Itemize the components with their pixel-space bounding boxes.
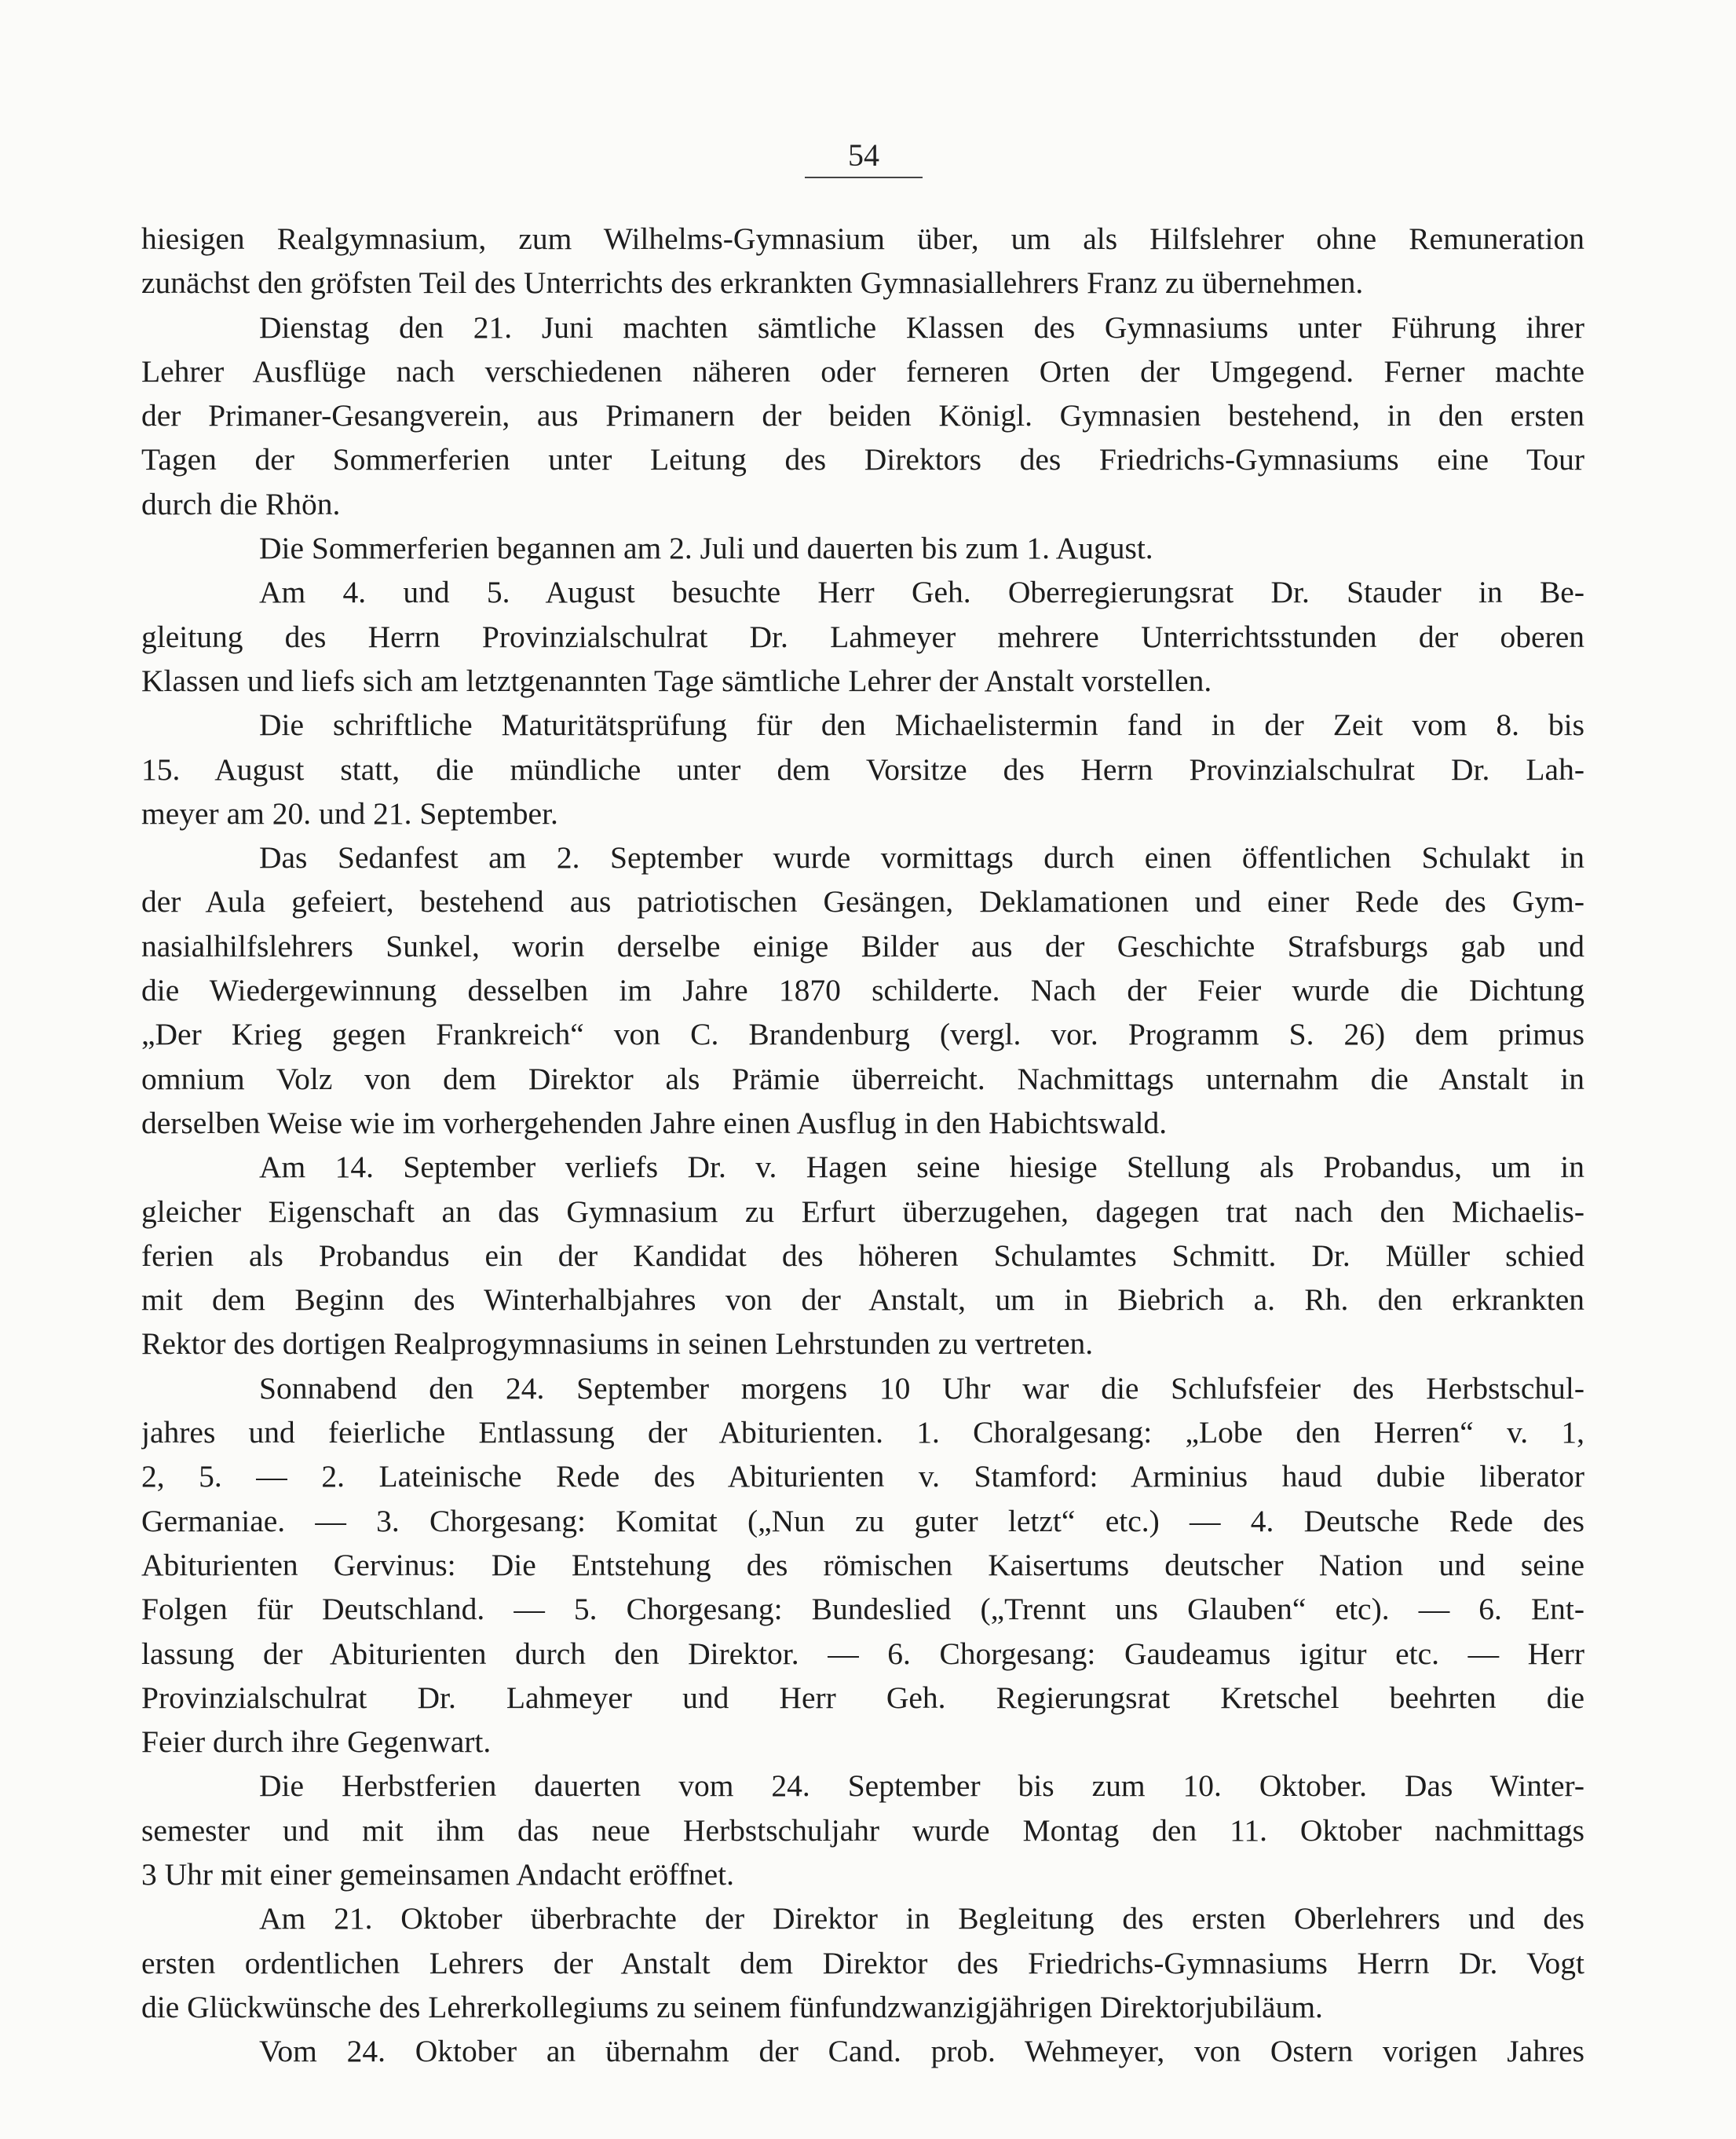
text-line: nasialhilfslehrers Sunkel, worin derselbe einige Bilder aus der Geschichte Strafsburgs gab und — [141, 928, 1584, 963]
text-line: Vom 24. Oktober an übernahm der Cand. prob. Wehmeyer, von Ostern vorigen Jahres — [259, 2034, 1584, 2069]
text-line: semester und mit ihm das neue Herbstschuljahr wurde Montag den 11. Oktober nachmittags — [141, 1812, 1584, 1848]
text-line: Rektor des dortigen Realprogymnasiums in seinen Lehrstunden zu vertreten. — [141, 1326, 1094, 1362]
text-line: Feier durch ihre Gegenwart. — [141, 1724, 492, 1760]
text-line: Lehrer Ausflüge nach verschiedenen näheren oder ferneren Orten der Umgegend. Ferner machte — [141, 353, 1584, 389]
text-line: ersten ordentlichen Lehrers der Anstalt dem Direktor des Friedrichs-Gymnasiums Herrn Dr. Vogt — [141, 1945, 1584, 1980]
text-line: Dienstag den 21. Juni machten sämtliche Klassen des Gymnasiums unter Führung ihrer — [259, 309, 1584, 345]
text-line: zunächst den gröfsten Teil des Unterrichts des erkrankten Gymnasiallehrers Franz zu übernehmen. — [141, 265, 1364, 301]
text-line: der Primaner-Gesangverein, aus Primanern der beiden Königl. Gymnasien bestehend, in den ersten — [141, 398, 1584, 433]
text-line: jahres und feierliche Entlassung der Abiturienten. 1. Choralgesang: „Lobe den Herren“ v. 1, — [141, 1415, 1584, 1450]
text-line: Die schriftliche Maturitätsprüfung für den Michaelistermin fand in der Zeit vom 8. bis — [259, 708, 1584, 743]
text-line: die Glückwünsche des Lehrerkollegiums zu seinem fünfundzwanzigjährigen Direktorjubiläum. — [141, 1989, 1323, 2024]
text-line: 2, 5. — 2. Lateinische Rede des Abiturienten v. Stamford: Arminius haud dubie liberator — [141, 1459, 1584, 1494]
text-line: hiesigen Realgymnasium, zum Wilhelms-Gymnasium über, um als Hilfslehrer ohne Remuneration — [141, 221, 1584, 256]
text-line: Sonnabend den 24. September morgens 10 Uhr war die Schlufsfeier des Herbstschul- — [259, 1370, 1584, 1406]
text-line: Am 4. und 5. August besuchte Herr Geh. Oberregierungsrat Dr. Stauder in Be- — [259, 575, 1584, 610]
text-line: 3 Uhr mit einer gemeinsamen Andacht eröffnet. — [141, 1856, 735, 1892]
text-line: gleitung des Herrn Provinzialschulrat Dr. Lahmeyer mehrere Unterrichtsstunden der oberen — [141, 619, 1584, 654]
text-line: ferien als Probandus ein der Kandidat des höheren Schulamtes Schmitt. Dr. Müller schied — [141, 1238, 1584, 1273]
text-line: Am 21. Oktober überbrachte der Direktor in Begleitung des ersten Oberlehrers und des — [259, 1901, 1584, 1936]
text-line: die Wiedergewinnung desselben im Jahre 1870 schilderte. Nach der Feier wurde die Dichtung — [141, 973, 1584, 1008]
text-line: der Aula gefeiert, bestehend aus patriotischen Gesängen, Deklamationen und einer Rede des Gym- — [141, 884, 1584, 920]
text-line: „Der Krieg gegen Frankreich“ von C. Brandenburg (vergl. vor. Programm S. 26) dem primus — [141, 1017, 1584, 1052]
text-line: meyer am 20. und 21. September. — [141, 795, 558, 831]
text-line: Tagen der Sommerferien unter Leitung des Direktors des Friedrichs-Gymnasiums eine Tour — [141, 442, 1584, 477]
body-text — [141, 217, 1584, 2073]
page-number: 54 — [848, 137, 879, 173]
text-line: Abiturienten Gervinus: Die Entstehung des römischen Kaisertums deutscher Nation und seine — [141, 1547, 1584, 1582]
text-line: omnium Volz von dem Direktor als Prämie überreicht. Nachmittags unternahm die Anstalt in — [141, 1061, 1584, 1096]
text-line: Provinzialschulrat Dr. Lahmeyer und Herr Geh. Regierungsrat Kretschel beehrten die — [141, 1680, 1584, 1715]
text-line: Klassen und liefs sich am letztgenannten Tage sämtliche Lehrer der Anstalt vorstellen. — [141, 663, 1212, 698]
text-line: durch die Rhön. — [141, 486, 341, 521]
text-line: mit dem Beginn des Winterhalbjahres von der Anstalt, um in Biebrich a. Rh. den erkrankten — [141, 1282, 1584, 1318]
text-line: Folgen für Deutschland. — 5. Chorgesang: Bundeslied („Trennt uns Glauben“ etc). — 6. Ent- — [141, 1592, 1584, 1627]
page-header — [801, 137, 926, 178]
text-line: Das Sedanfest am 2. September wurde vormittags durch einen öffentlichen Schulakt in — [259, 840, 1584, 876]
header-rule — [805, 177, 923, 178]
text-line: gleicher Eigenschaft an das Gymnasium zu Erfurt überzugehen, dagegen trat nach den Michaelis- — [141, 1194, 1584, 1229]
text-line: 15. August statt, die mündliche unter dem Vorsitze des Herrn Provinzialschulrat Dr. Lah- — [141, 751, 1584, 787]
text-line: Die Herbstferien dauerten vom 24. September bis zum 10. Oktober. Das Winter- — [259, 1768, 1584, 1804]
text-line: derselben Weise wie im vorhergehenden Jahre einen Ausflug in den Habichtswald. — [141, 1105, 1168, 1140]
text-line: Am 14. September verliefs Dr. v. Hagen seine hiesige Stellung als Probandus, um in — [259, 1150, 1584, 1185]
text-line: lassung der Abiturienten durch den Direktor. — 6. Chorgesang: Gaudeamus igitur etc. — Herr — [141, 1636, 1584, 1671]
text-line: Germaniae. — 3. Chorgesang: Komitat („Nun zu guter letzt“ etc.) — 4. Deutsche Rede des — [141, 1503, 1584, 1538]
text-line: Die Sommerferien begannen am 2. Juli und dauerten bis zum 1. August. — [259, 531, 1153, 566]
